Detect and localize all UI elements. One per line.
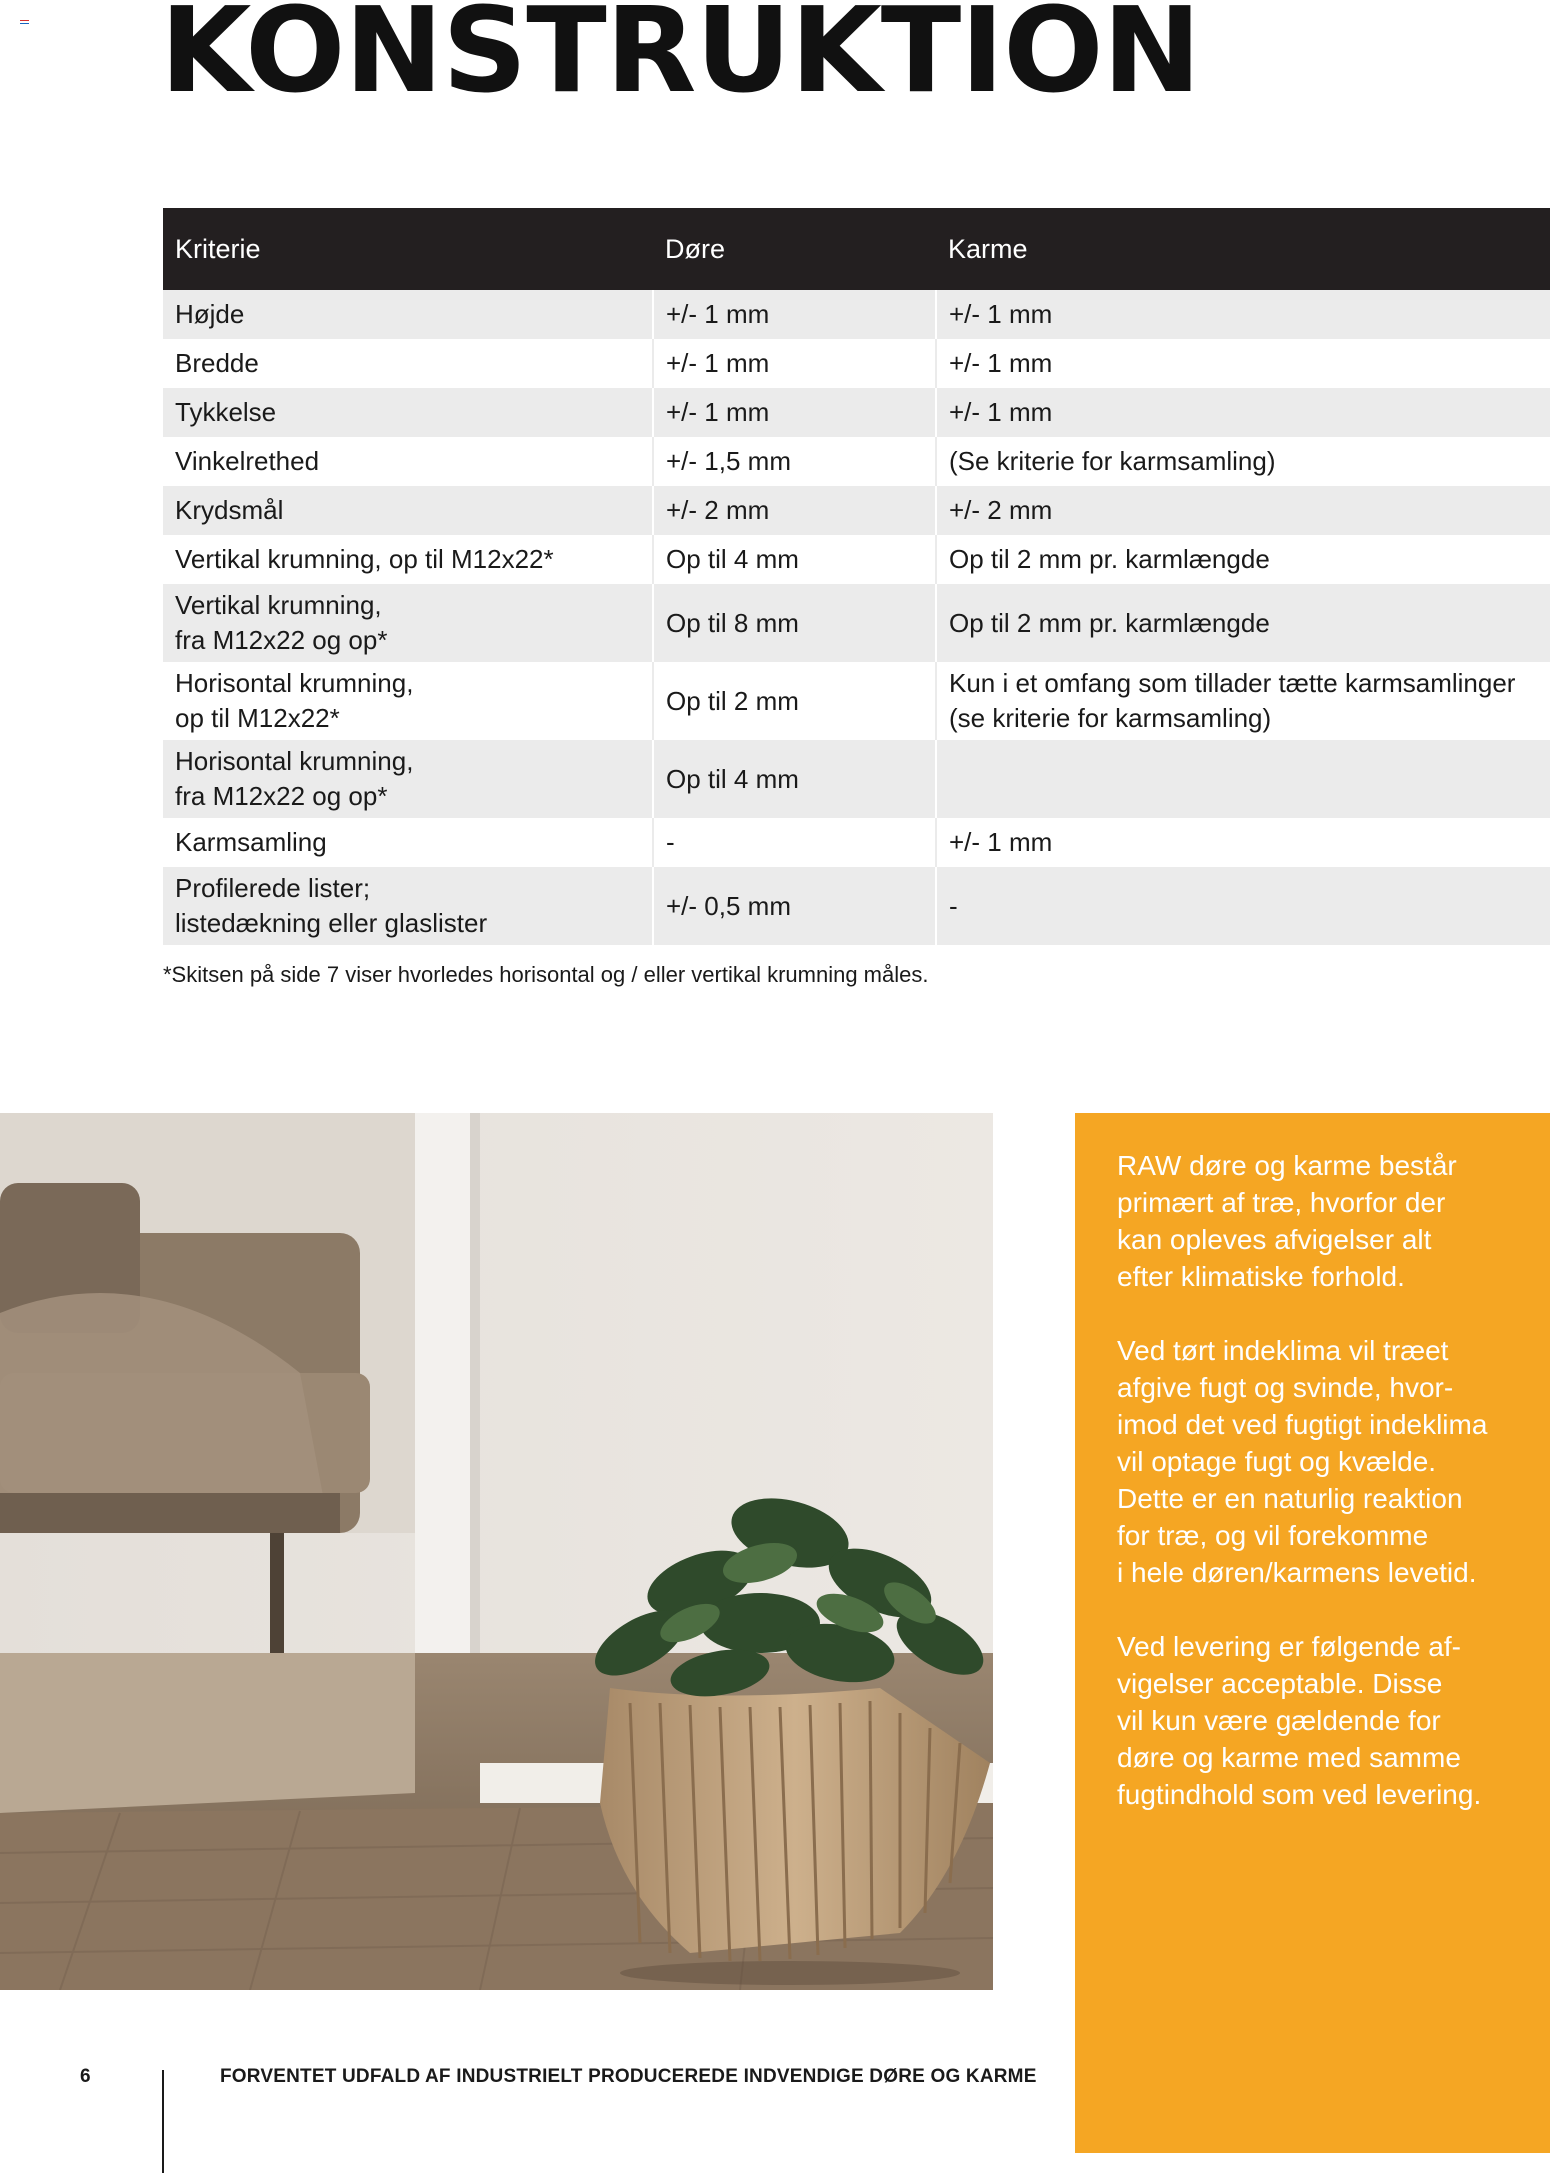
info-line: fugtindhold som ved levering.: [1117, 1779, 1482, 1810]
info-line: døre og karme med samme: [1117, 1742, 1461, 1773]
column-header-kriterie: Kriterie: [163, 208, 653, 290]
cell-doere: +/- 0,5 mm: [653, 867, 936, 945]
cell-line: Horisontal krumning,: [175, 746, 414, 776]
table-row: [163, 486, 1550, 535]
cell-doere: +/- 2 mm: [653, 486, 936, 535]
info-line: i hele døren/karmens levetid.: [1117, 1557, 1477, 1588]
cell-doere: +/- 1 mm: [653, 388, 936, 437]
cell-line: listedækning eller glaslister: [175, 908, 488, 938]
cell-line: Kun i et omfang som tillader tætte karmsamlinger: [949, 668, 1516, 698]
table-row: [163, 437, 1550, 486]
table-row: [163, 388, 1550, 437]
cell-karme: [936, 290, 1550, 339]
cell-kriterie: [163, 486, 653, 535]
interior-photo: [0, 1113, 993, 1990]
info-line: for træ, og vil forekomme: [1117, 1520, 1429, 1551]
footer-title: FORVENTET UDFALD AF INDUSTRIELT PRODUCEREDE INDVENDIGE DØRE OG KARME: [220, 2066, 1037, 2087]
cell-karme: [936, 584, 1550, 662]
cell-kriterie: [163, 437, 653, 486]
table-row: [163, 339, 1550, 388]
cell-doere: Op til 2 mm: [653, 662, 936, 740]
cell-kriterie: [163, 388, 653, 437]
info-line: Ved levering er følgende af-: [1117, 1631, 1461, 1662]
cell-doere: Op til 8 mm: [653, 584, 936, 662]
cell-line: Profilerede lister;: [175, 873, 371, 903]
cell-line: fra M12x22 og op*: [175, 625, 388, 655]
cell-line: op til M12x22*: [175, 703, 340, 733]
info-line: Ved tørt indeklima vil træet: [1117, 1335, 1449, 1366]
cell-kriterie: [163, 584, 653, 662]
cell-doere: Op til 4 mm: [653, 535, 936, 584]
column-header-doere: Døre: [653, 208, 936, 290]
info-line: vigelser acceptable. Disse: [1117, 1668, 1443, 1699]
cell-line: -: [949, 890, 958, 921]
cell-line: Horisontal krumning,: [175, 668, 414, 698]
cell-kriterie: [163, 535, 653, 584]
info-line: vil optage fugt og kvælde.: [1117, 1446, 1437, 1477]
table-row: [163, 584, 1550, 662]
cell-line: Krydsmål: [175, 495, 284, 525]
column-header-karme: Karme: [936, 208, 1550, 290]
table-row: [163, 818, 1550, 867]
cell-line: Vertikal krumning,: [175, 590, 382, 620]
table-header-row: [163, 208, 1550, 290]
page-number: 6: [80, 2066, 91, 2087]
table-row: [163, 662, 1550, 740]
cell-karme: [936, 867, 1550, 945]
info-box: [1075, 1113, 1550, 2153]
info-paragraph: [1117, 1332, 1528, 1591]
cell-line: (Se kriterie for karmsamling): [949, 446, 1276, 476]
cell-doere: Op til 4 mm: [653, 740, 936, 818]
cell-line: (se kriterie for karmsamling): [949, 703, 1272, 733]
cell-line: Karmsamling: [175, 827, 327, 857]
cell-line: Bredde: [175, 348, 259, 378]
cell-kriterie: [163, 339, 653, 388]
cell-line: +/- 2 mm: [949, 495, 1053, 525]
cell-doere: +/- 1 mm: [653, 290, 936, 339]
cell-line: fra M12x22 og op*: [175, 781, 388, 811]
cell-line: +/- 1 mm: [949, 348, 1053, 378]
cell-line: +/- 1 mm: [949, 299, 1053, 329]
cell-kriterie: [163, 662, 653, 740]
info-paragraph: [1117, 1147, 1528, 1295]
info-line: primært af træ, hvorfor der: [1117, 1187, 1446, 1218]
cell-karme: [936, 662, 1550, 740]
cell-karme: [936, 818, 1550, 867]
cell-karme: [936, 388, 1550, 437]
info-paragraph: [1117, 1628, 1528, 1813]
cell-karme: [936, 486, 1550, 535]
table-row: [163, 290, 1550, 339]
cell-kriterie: [163, 818, 653, 867]
footer-divider: [162, 2070, 164, 2173]
info-line: vil kun være gældende for: [1117, 1705, 1441, 1736]
info-line: efter klimatiske forhold.: [1117, 1261, 1405, 1292]
menu-icon[interactable]: [20, 20, 29, 26]
cell-line: Vinkelrethed: [175, 446, 320, 476]
cell-kriterie: [163, 867, 653, 945]
table-row: [163, 740, 1550, 818]
info-line: kan opleves afvigelser alt: [1117, 1224, 1432, 1255]
cell-karme: [936, 339, 1550, 388]
cell-doere: +/- 1 mm: [653, 339, 936, 388]
info-line: Dette er en naturlig reaktion: [1117, 1483, 1463, 1514]
cell-doere: -: [653, 818, 936, 867]
spec-table: [163, 208, 1550, 945]
page-title: KONSTRUKTION: [160, 0, 1201, 119]
footnote: *Skitsen på side 7 viser hvorledes horisontal og / eller vertikal krumning måles.: [163, 962, 929, 987]
info-line: RAW døre og karme består: [1117, 1150, 1457, 1181]
cell-kriterie: [163, 290, 653, 339]
cell-doere: +/- 1,5 mm: [653, 437, 936, 486]
cell-karme: [936, 740, 1550, 818]
table-row: [163, 867, 1550, 945]
cell-line: Op til 2 mm pr. karmlængde: [949, 544, 1270, 574]
info-line: imod det ved fugtigt indeklima: [1117, 1409, 1488, 1440]
table-row: [163, 535, 1550, 584]
cell-line: Op til 2 mm pr. karmlængde: [949, 607, 1270, 638]
cell-kriterie: [163, 740, 653, 818]
cell-line: Højde: [175, 299, 245, 329]
cell-karme: [936, 535, 1550, 584]
cell-line: +/- 1 mm: [949, 827, 1053, 857]
cell-line: Vertikal krumning, op til M12x22*: [175, 544, 554, 574]
cell-line: +/- 1 mm: [949, 397, 1053, 427]
cell-karme: [936, 437, 1550, 486]
info-line: afgive fugt og svinde, hvor-: [1117, 1372, 1454, 1403]
cell-line: Tykkelse: [175, 397, 277, 427]
table-body: [163, 290, 1550, 945]
